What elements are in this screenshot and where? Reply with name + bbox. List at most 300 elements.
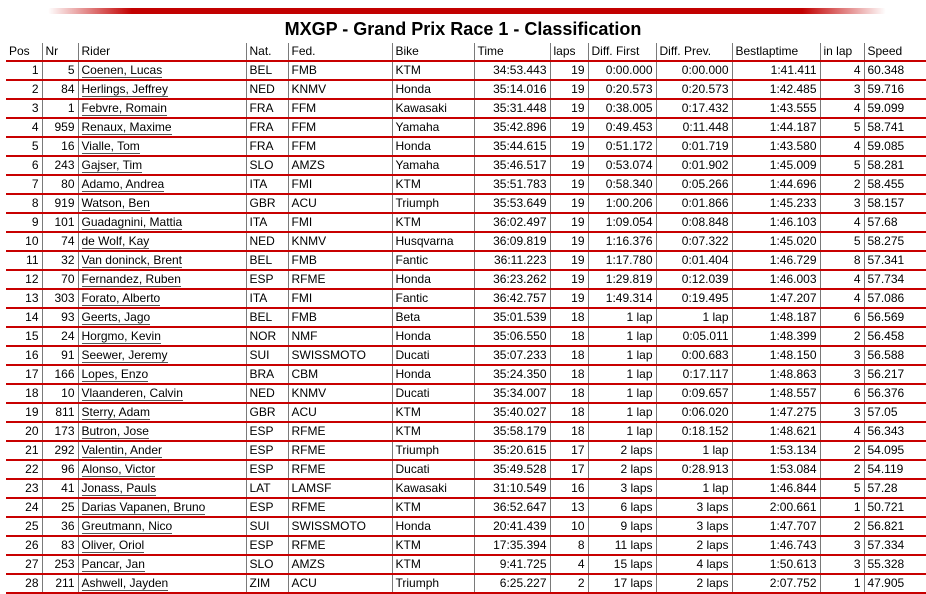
cell-bestlaptime: 1:46.729 bbox=[732, 251, 820, 270]
cell-nat: SLO bbox=[246, 156, 288, 175]
cell-diff-prev: 0:00.000 bbox=[656, 61, 732, 80]
cell-in-lap: 3 bbox=[820, 536, 864, 555]
cell-diff-prev: 0:20.573 bbox=[656, 80, 732, 99]
cell-fed: FFM bbox=[288, 99, 392, 118]
cell-pos: 26 bbox=[6, 536, 42, 555]
cell-speed: 54.119 bbox=[864, 460, 926, 479]
cell-laps: 19 bbox=[550, 289, 588, 308]
cell-diff-prev: 0:18.152 bbox=[656, 422, 732, 441]
cell-time: 36:42.757 bbox=[474, 289, 550, 308]
rider-link[interactable]: Forato, Alberto bbox=[81, 291, 161, 305]
cell-bike: Ducati bbox=[392, 346, 474, 365]
cell-rider bbox=[78, 574, 246, 593]
cell-rider bbox=[78, 517, 246, 536]
cell-rider bbox=[78, 365, 246, 384]
cell-diff-prev: 0:28.913 bbox=[656, 460, 732, 479]
cell-nat: ESP bbox=[246, 536, 288, 555]
cell-diff-first: 0:51.172 bbox=[588, 137, 656, 156]
rider-link[interactable]: Oliver, Oriol bbox=[81, 538, 145, 552]
cell-nat: FRA bbox=[246, 137, 288, 156]
cell-bestlaptime: 1:48.187 bbox=[732, 308, 820, 327]
cell-nat: ESP bbox=[246, 460, 288, 479]
cell-laps: 16 bbox=[550, 479, 588, 498]
cell-nr: 101 bbox=[42, 213, 78, 232]
column-header-time: Time bbox=[474, 43, 550, 61]
cell-laps: 10 bbox=[550, 517, 588, 536]
cell-diff-prev: 0:12.039 bbox=[656, 270, 732, 289]
classification-table bbox=[6, 43, 926, 594]
cell-diff-prev: 0:01.902 bbox=[656, 156, 732, 175]
table-row bbox=[6, 498, 926, 517]
cell-diff-prev: 2 laps bbox=[656, 536, 732, 555]
cell-pos: 1 bbox=[6, 61, 42, 80]
cell-rider bbox=[78, 61, 246, 80]
cell-nr: 16 bbox=[42, 137, 78, 156]
cell-diff-prev: 0:09.657 bbox=[656, 384, 732, 403]
cell-nat: GBR bbox=[246, 194, 288, 213]
cell-in-lap: 2 bbox=[820, 460, 864, 479]
cell-bestlaptime: 1:46.844 bbox=[732, 479, 820, 498]
cell-in-lap: 3 bbox=[820, 194, 864, 213]
cell-diff-first: 0:53.074 bbox=[588, 156, 656, 175]
cell-laps: 19 bbox=[550, 80, 588, 99]
cell-rider bbox=[78, 422, 246, 441]
cell-bestlaptime: 1:41.411 bbox=[732, 61, 820, 80]
cell-laps: 19 bbox=[550, 137, 588, 156]
cell-nr: 80 bbox=[42, 175, 78, 194]
cell-diff-prev: 1 lap bbox=[656, 308, 732, 327]
rider-link[interactable]: Ashwell, Jayden bbox=[81, 576, 169, 590]
column-header-in-lap: in lap bbox=[820, 43, 864, 61]
cell-bike: Kawasaki bbox=[392, 479, 474, 498]
cell-time: 35:42.896 bbox=[474, 118, 550, 137]
table-row bbox=[6, 460, 926, 479]
cell-laps: 2 bbox=[550, 574, 588, 593]
cell-time: 31:10.549 bbox=[474, 479, 550, 498]
cell-time: 35:58.179 bbox=[474, 422, 550, 441]
cell-diff-first: 1 lap bbox=[588, 327, 656, 346]
cell-laps: 18 bbox=[550, 403, 588, 422]
cell-in-lap: 4 bbox=[820, 137, 864, 156]
cell-pos: 22 bbox=[6, 460, 42, 479]
cell-fed: AMZS bbox=[288, 156, 392, 175]
cell-diff-prev: 0:05.266 bbox=[656, 175, 732, 194]
cell-diff-first: 1:09.054 bbox=[588, 213, 656, 232]
cell-time: 6:25.227 bbox=[474, 574, 550, 593]
cell-speed: 50.721 bbox=[864, 498, 926, 517]
cell-bike: Fantic bbox=[392, 289, 474, 308]
cell-laps: 18 bbox=[550, 422, 588, 441]
cell-pos: 6 bbox=[6, 156, 42, 175]
cell-in-lap: 5 bbox=[820, 479, 864, 498]
cell-bike: Husqvarna bbox=[392, 232, 474, 251]
rider-link[interactable]: Fernandez, Ruben bbox=[81, 272, 181, 286]
cell-nr: 166 bbox=[42, 365, 78, 384]
column-header-nat: Nat. bbox=[246, 43, 288, 61]
cell-bike: Triumph bbox=[392, 194, 474, 213]
cell-bestlaptime: 1:46.003 bbox=[732, 270, 820, 289]
cell-pos: 27 bbox=[6, 555, 42, 574]
rider-link[interactable]: Vialle, Tom bbox=[81, 139, 140, 153]
rider-link[interactable]: Van doninck, Brent bbox=[81, 253, 183, 267]
cell-time: 20:41.439 bbox=[474, 517, 550, 536]
cell-laps: 8 bbox=[550, 536, 588, 555]
cell-diff-first: 6 laps bbox=[588, 498, 656, 517]
cell-bike: Honda bbox=[392, 270, 474, 289]
cell-rider bbox=[78, 213, 246, 232]
cell-pos: 13 bbox=[6, 289, 42, 308]
cell-fed: RFME bbox=[288, 536, 392, 555]
cell-fed: FFM bbox=[288, 118, 392, 137]
cell-bestlaptime: 1:45.233 bbox=[732, 194, 820, 213]
rider-link[interactable]: de Wolf, Kay bbox=[81, 234, 150, 248]
table-row bbox=[6, 384, 926, 403]
cell-bestlaptime: 2:00.661 bbox=[732, 498, 820, 517]
cell-speed: 57.734 bbox=[864, 270, 926, 289]
rider-link[interactable]: Greutmann, Nico bbox=[81, 519, 173, 533]
table-row bbox=[6, 574, 926, 593]
cell-laps: 19 bbox=[550, 232, 588, 251]
cell-bestlaptime: 2:07.752 bbox=[732, 574, 820, 593]
cell-diff-first: 3 laps bbox=[588, 479, 656, 498]
cell-speed: 58.275 bbox=[864, 232, 926, 251]
cell-nat: SUI bbox=[246, 346, 288, 365]
table-row bbox=[6, 213, 926, 232]
cell-diff-prev: 4 laps bbox=[656, 555, 732, 574]
cell-speed: 58.281 bbox=[864, 156, 926, 175]
cell-pos: 5 bbox=[6, 137, 42, 156]
cell-time: 35:07.233 bbox=[474, 346, 550, 365]
cell-fed: LAMSF bbox=[288, 479, 392, 498]
cell-diff-prev: 0:01.719 bbox=[656, 137, 732, 156]
cell-diff-prev: 0:17.117 bbox=[656, 365, 732, 384]
cell-fed: SWISSMOTO bbox=[288, 517, 392, 536]
rider-link[interactable]: Horgmo, Kevin bbox=[81, 329, 161, 343]
column-header-laps: laps bbox=[550, 43, 588, 61]
cell-diff-prev: 0:11.448 bbox=[656, 118, 732, 137]
cell-bestlaptime: 1:48.399 bbox=[732, 327, 820, 346]
rider-link[interactable]: Seewer, Jeremy bbox=[81, 348, 168, 362]
cell-nr: 303 bbox=[42, 289, 78, 308]
cell-fed: FMB bbox=[288, 308, 392, 327]
cell-fed: RFME bbox=[288, 422, 392, 441]
cell-nat: SLO bbox=[246, 555, 288, 574]
cell-rider bbox=[78, 555, 246, 574]
cell-fed: KNMV bbox=[288, 232, 392, 251]
cell-pos: 25 bbox=[6, 517, 42, 536]
table-row bbox=[6, 175, 926, 194]
cell-diff-prev: 0:17.432 bbox=[656, 99, 732, 118]
cell-diff-prev: 0:05.011 bbox=[656, 327, 732, 346]
cell-diff-first: 11 laps bbox=[588, 536, 656, 555]
cell-diff-first: 1:17.780 bbox=[588, 251, 656, 270]
cell-in-lap: 2 bbox=[820, 517, 864, 536]
table-row bbox=[6, 289, 926, 308]
cell-laps: 4 bbox=[550, 555, 588, 574]
cell-bike: Triumph bbox=[392, 574, 474, 593]
cell-diff-prev: 0:07.322 bbox=[656, 232, 732, 251]
cell-bestlaptime: 1:46.743 bbox=[732, 536, 820, 555]
cell-diff-prev: 0:19.495 bbox=[656, 289, 732, 308]
cell-time: 34:53.443 bbox=[474, 61, 550, 80]
cell-fed: FMI bbox=[288, 213, 392, 232]
cell-time: 35:44.615 bbox=[474, 137, 550, 156]
rider-link[interactable]: Sterry, Adam bbox=[81, 405, 150, 419]
cell-fed: FFM bbox=[288, 137, 392, 156]
rider-link[interactable]: Geerts, Jago bbox=[81, 310, 151, 324]
table-row bbox=[6, 137, 926, 156]
cell-time: 35:53.649 bbox=[474, 194, 550, 213]
cell-laps: 18 bbox=[550, 365, 588, 384]
cell-laps: 18 bbox=[550, 384, 588, 403]
cell-time: 36:02.497 bbox=[474, 213, 550, 232]
cell-in-lap: 2 bbox=[820, 175, 864, 194]
table-row bbox=[6, 327, 926, 346]
rider-link[interactable]: Herlings, Jeffrey bbox=[81, 82, 168, 96]
cell-bike: Triumph bbox=[392, 441, 474, 460]
cell-nr: 32 bbox=[42, 251, 78, 270]
cell-rider bbox=[78, 289, 246, 308]
cell-fed: AMZS bbox=[288, 555, 392, 574]
cell-speed: 56.376 bbox=[864, 384, 926, 403]
cell-pos: 4 bbox=[6, 118, 42, 137]
cell-bestlaptime: 1:42.485 bbox=[732, 80, 820, 99]
cell-diff-first: 1:49.314 bbox=[588, 289, 656, 308]
cell-rider bbox=[78, 327, 246, 346]
cell-in-lap: 5 bbox=[820, 156, 864, 175]
cell-nr: 70 bbox=[42, 270, 78, 289]
cell-laps: 19 bbox=[550, 270, 588, 289]
column-header-bike: Bike bbox=[392, 43, 474, 61]
table-row bbox=[6, 346, 926, 365]
cell-nr: 1 bbox=[42, 99, 78, 118]
column-header-speed: Speed bbox=[864, 43, 926, 61]
cell-rider bbox=[78, 479, 246, 498]
cell-speed: 56.458 bbox=[864, 327, 926, 346]
cell-nr: 811 bbox=[42, 403, 78, 422]
cell-nat: ESP bbox=[246, 270, 288, 289]
cell-bike: Kawasaki bbox=[392, 99, 474, 118]
cell-diff-first: 0:00.000 bbox=[588, 61, 656, 80]
cell-diff-first: 1 lap bbox=[588, 365, 656, 384]
rider-link[interactable]: Lopes, Enzo bbox=[81, 367, 149, 381]
cell-bike: Honda bbox=[392, 137, 474, 156]
cell-speed: 57.334 bbox=[864, 536, 926, 555]
cell-time: 36:11.223 bbox=[474, 251, 550, 270]
cell-fed: CBM bbox=[288, 365, 392, 384]
cell-rider bbox=[78, 99, 246, 118]
rider-link[interactable]: Valentin, Ander bbox=[81, 443, 163, 457]
cell-diff-prev: 1 lap bbox=[656, 441, 732, 460]
cell-nr: 5 bbox=[42, 61, 78, 80]
table-row bbox=[6, 232, 926, 251]
cell-pos: 18 bbox=[6, 384, 42, 403]
cell-bestlaptime: 1:43.555 bbox=[732, 99, 820, 118]
cell-speed: 57.341 bbox=[864, 251, 926, 270]
cell-nr: 93 bbox=[42, 308, 78, 327]
cell-in-lap: 3 bbox=[820, 365, 864, 384]
rider-link[interactable]: Jonass, Pauls bbox=[81, 481, 157, 495]
cell-nat: ESP bbox=[246, 498, 288, 517]
cell-nat: LAT bbox=[246, 479, 288, 498]
table-row bbox=[6, 441, 926, 460]
cell-fed: ACU bbox=[288, 194, 392, 213]
cell-pos: 14 bbox=[6, 308, 42, 327]
cell-fed: RFME bbox=[288, 441, 392, 460]
column-header-nr: Nr bbox=[42, 43, 78, 61]
cell-bike: Yamaha bbox=[392, 118, 474, 137]
cell-nat: FRA bbox=[246, 118, 288, 137]
table-row bbox=[6, 479, 926, 498]
cell-pos: 9 bbox=[6, 213, 42, 232]
table-row bbox=[6, 251, 926, 270]
rider-link[interactable]: Renaux, Maxime bbox=[81, 120, 172, 134]
table-header-row bbox=[6, 43, 926, 61]
cell-pos: 28 bbox=[6, 574, 42, 593]
cell-nr: 243 bbox=[42, 156, 78, 175]
cell-pos: 7 bbox=[6, 175, 42, 194]
cell-bestlaptime: 1:53.134 bbox=[732, 441, 820, 460]
cell-diff-first: 0:38.005 bbox=[588, 99, 656, 118]
cell-time: 35:34.007 bbox=[474, 384, 550, 403]
page-title: MXGP - Grand Prix Race 1 - Classification bbox=[284, 19, 642, 39]
cell-bestlaptime: 1:45.009 bbox=[732, 156, 820, 175]
cell-laps: 19 bbox=[550, 99, 588, 118]
classification-rows bbox=[6, 61, 926, 593]
cell-laps: 19 bbox=[550, 251, 588, 270]
cell-nr: 919 bbox=[42, 194, 78, 213]
cell-diff-first: 0:49.453 bbox=[588, 118, 656, 137]
rider-link[interactable]: Butron, Jose bbox=[81, 424, 149, 438]
cell-nr: 24 bbox=[42, 327, 78, 346]
cell-speed: 59.716 bbox=[864, 80, 926, 99]
cell-diff-prev: 0:01.404 bbox=[656, 251, 732, 270]
cell-in-lap: 1 bbox=[820, 574, 864, 593]
column-header-diff-prev: Diff. Prev. bbox=[656, 43, 732, 61]
cell-speed: 58.157 bbox=[864, 194, 926, 213]
cell-laps: 19 bbox=[550, 118, 588, 137]
rider-link[interactable]: Vlaanderen, Calvin bbox=[81, 386, 183, 400]
cell-nr: 96 bbox=[42, 460, 78, 479]
rider-link[interactable]: Guadagnini, Mattia bbox=[81, 215, 183, 229]
cell-fed: FMI bbox=[288, 289, 392, 308]
cell-diff-first: 1:16.376 bbox=[588, 232, 656, 251]
cell-rider bbox=[78, 460, 246, 479]
cell-rider bbox=[78, 346, 246, 365]
cell-nr: 41 bbox=[42, 479, 78, 498]
cell-in-lap: 5 bbox=[820, 118, 864, 137]
rider-link[interactable]: Alonso, Victor bbox=[81, 462, 156, 476]
cell-bestlaptime: 1:43.580 bbox=[732, 137, 820, 156]
cell-bestlaptime: 1:44.696 bbox=[732, 175, 820, 194]
cell-laps: 19 bbox=[550, 175, 588, 194]
cell-bestlaptime: 1:48.150 bbox=[732, 346, 820, 365]
cell-diff-first: 1 lap bbox=[588, 308, 656, 327]
cell-speed: 57.68 bbox=[864, 213, 926, 232]
table-row bbox=[6, 536, 926, 555]
cell-bike: Fantic bbox=[392, 251, 474, 270]
cell-time: 36:09.819 bbox=[474, 232, 550, 251]
table-row bbox=[6, 99, 926, 118]
cell-laps: 19 bbox=[550, 213, 588, 232]
cell-speed: 57.086 bbox=[864, 289, 926, 308]
cell-bestlaptime: 1:47.707 bbox=[732, 517, 820, 536]
table-row bbox=[6, 308, 926, 327]
cell-fed: RFME bbox=[288, 498, 392, 517]
rider-link[interactable]: Febvre, Romain bbox=[81, 101, 167, 115]
cell-bike: Honda bbox=[392, 80, 474, 99]
cell-time: 35:06.550 bbox=[474, 327, 550, 346]
cell-diff-prev: 0:06.020 bbox=[656, 403, 732, 422]
cell-in-lap: 3 bbox=[820, 403, 864, 422]
cell-pos: 20 bbox=[6, 422, 42, 441]
cell-bike: Honda bbox=[392, 327, 474, 346]
cell-nr: 91 bbox=[42, 346, 78, 365]
rider-link[interactable]: Pancar, Jan bbox=[81, 557, 145, 571]
cell-laps: 19 bbox=[550, 194, 588, 213]
cell-diff-first: 1 lap bbox=[588, 384, 656, 403]
cell-bike: Yamaha bbox=[392, 156, 474, 175]
cell-bestlaptime: 1:48.863 bbox=[732, 365, 820, 384]
cell-rider bbox=[78, 308, 246, 327]
cell-nr: 211 bbox=[42, 574, 78, 593]
cell-rider bbox=[78, 384, 246, 403]
column-header-diff-first: Diff. First bbox=[588, 43, 656, 61]
cell-nat: ESP bbox=[246, 422, 288, 441]
cell-diff-first: 15 laps bbox=[588, 555, 656, 574]
cell-diff-prev: 0:00.683 bbox=[656, 346, 732, 365]
cell-pos: 21 bbox=[6, 441, 42, 460]
cell-rider bbox=[78, 175, 246, 194]
cell-in-lap: 3 bbox=[820, 346, 864, 365]
cell-nat: ITA bbox=[246, 289, 288, 308]
cell-rider bbox=[78, 403, 246, 422]
cell-diff-prev: 3 laps bbox=[656, 498, 732, 517]
cell-rider bbox=[78, 498, 246, 517]
rider-link[interactable]: Gajser, Tim bbox=[81, 158, 143, 172]
rider-link[interactable]: Coenen, Lucas bbox=[81, 63, 163, 77]
cell-rider bbox=[78, 251, 246, 270]
rider-link[interactable]: Darias Vapanen, Bruno bbox=[81, 500, 206, 514]
cell-diff-first: 1:29.819 bbox=[588, 270, 656, 289]
table-row bbox=[6, 156, 926, 175]
cell-diff-first: 2 laps bbox=[588, 441, 656, 460]
cell-diff-prev: 2 laps bbox=[656, 574, 732, 593]
cell-nr: 74 bbox=[42, 232, 78, 251]
cell-bike: Ducati bbox=[392, 384, 474, 403]
cell-speed: 56.343 bbox=[864, 422, 926, 441]
rider-link[interactable]: Watson, Ben bbox=[81, 196, 150, 210]
cell-diff-first: 1 lap bbox=[588, 422, 656, 441]
cell-laps: 13 bbox=[550, 498, 588, 517]
cell-pos: 24 bbox=[6, 498, 42, 517]
cell-fed: FMB bbox=[288, 251, 392, 270]
cell-rider bbox=[78, 80, 246, 99]
cell-nat: GBR bbox=[246, 403, 288, 422]
table-row bbox=[6, 403, 926, 422]
cell-diff-first: 2 laps bbox=[588, 460, 656, 479]
table-row bbox=[6, 61, 926, 80]
cell-time: 36:52.647 bbox=[474, 498, 550, 517]
cell-nat: BEL bbox=[246, 251, 288, 270]
cell-bestlaptime: 1:50.613 bbox=[732, 555, 820, 574]
cell-in-lap: 4 bbox=[820, 99, 864, 118]
rider-link[interactable]: Adamo, Andrea bbox=[81, 177, 165, 191]
cell-pos: 2 bbox=[6, 80, 42, 99]
cell-nat: BEL bbox=[246, 308, 288, 327]
cell-laps: 19 bbox=[550, 156, 588, 175]
cell-bestlaptime: 1:45.020 bbox=[732, 232, 820, 251]
